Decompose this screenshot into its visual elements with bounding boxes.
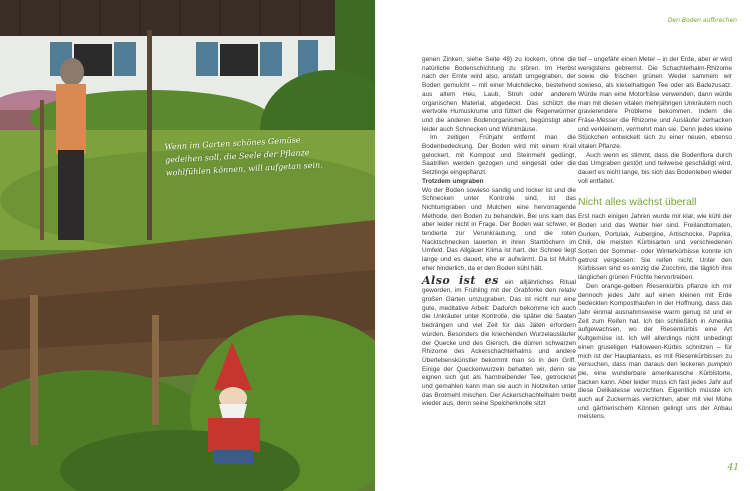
paragraph: Im zeitigen Frühjahr entfernt man die Bodenbedeckung. Der Boden wird mit einem Krail gelockert, mit Kompost und Steinmehl gedüngt, Saatrillen werden gezogen und eingesät oder die Setzlinge eingepflanzt. [422, 134, 576, 177]
paragraph [578, 283, 732, 422]
script-lead: Also ist es [422, 273, 499, 287]
text-column-2 [578, 56, 732, 422]
subheading: Trotzdem umgraben [422, 177, 484, 185]
italic-term: pumpkin pie [578, 361, 732, 377]
paragraph-with-script-lead [422, 273, 576, 410]
page-gutter [375, 0, 378, 491]
paragraph: Wo der Boden sowieso sandig und locker ist und die Schnecken unter Kontrolle sind, ist das Nichtumgraben und Mulchen eine hervorragende Methode, den Boden zu behandeln. Bei uns kam das aber leider nicht in Frage. Der Boden war schwer, er tendierte zur Verunkrautung, und die roten Nacktschnecken lauerten in ihren Startlöchern im Umfeld. Das Allgäuer Klima ist hart, der Schnee liegt lange und es dauert, ehe er aufwärmt. Da ist Mulch eher hinderlich, da er den Boden kühl hält. [422, 186, 576, 272]
photo-caption-line: gedeihen soll, die Seele der Pflanze [164, 148, 310, 165]
house-window-right [196, 42, 282, 76]
paragraph: tief – ungefähr einen Meter – in der Erde, aber er wird wenigstens gebremst. Die Schachtelhalm-Rhizome sowie die frischen grünen Wedel sammeln wir sowieso, als kieselhaltigen Tee oder als Badezusatz. Würde man eine Motorfräse verwenden, dann würde man mit diesen vitalen mehrjährigen Unkräutern noch gravierendere Probleme bekommen. Indem die Fräse-Messer die Rhizome und Ausläufer zerhacken und verkleinern, vermehrt man sie. Denn jedes kleine Stückchen entwickelt sich zu einer neuen, ebenso vitalen Pflanze. [578, 56, 732, 151]
text-column-1 [422, 56, 576, 409]
paragraph-text: ein alljährliches Ritual geworden, im Frühling mit der Grabforke den relativ großen Garten umzugraben. Das ist nicht nur eine gute, meditative Arbeit: Dadurch bekomme ich auch die Unkräuter unter Kontrolle, die später die Saaten bedrängen und viel Zeit für das Jäten erfordern würden. Besonders die kriechenden Wurzelausläufer der Quecke und des Giersch, die dürren schwarzen Rhizome des Ackerschachtelhalms und andere Überlebenskünstler bekommt man so in den Griff. Einige der Queckenwurzeln behalten wir, denn sie eignen sich gut als harntreibender Tee, getrocknet und gemahlen kann man sie auch in Notzeiten unter das Brotmehl mischen. Der Ackerschachtelhalm treibt wieder aus, denn seine Speicherknolle sitzt [422, 278, 576, 408]
page-number: 41 [727, 463, 739, 473]
paragraph-text: , eine wunderbare amerikanische Kürbistorte, backen kann. Aber leider muss ich fast jedes Jahr auf diese Delikatesse verzichten. Eigentlich müsste ich auch auf Zuckermais verzichten, aber mit viel Mühe und gärtnerischem Können gelingt uns der Anbau meistens. [578, 369, 732, 421]
paragraph: Auch wenn es stimmt, dass die Bodenflora durch das Umgraben gestört und teilweise geschädigt wird, dauert es nicht lange, bis sich das Bodenleben wieder voll entfaltet. [578, 151, 732, 185]
section-title: Nicht alles wächst überall [578, 195, 697, 208]
paragraph-text: Den orange-gelben Riesenkürbis pflanze ich mir dennoch jedes Jahr auf einen kleinen mit Erde bedeckten Komposthaufen in der Hoffnung, dass das Jahr einmal ausnahmsweise warm genug ist und er Zeit zum Reifen hat. Ich bin schließlich in Amerika aufgewachsen, wo der Riesenkürbis eine Art Kultgemüse ist. Ich will allerdings nicht unbedingt einen gruseligen Halloween-Kürbis schnitzen – für mich ist der Hauptanlass, es mit Riesenkürbissen zu versuchen, dass man daraus den leckeren [578, 282, 732, 369]
running-head: Den Boden aufbrechen [667, 17, 737, 24]
photo-caption-line: wohlfühlen können, will aufgetan sein. [165, 160, 323, 178]
house-wood-facade [0, 0, 335, 36]
paragraph: Erst nach einigen Jahren wurde mir klar, wie kühl der Boden und das Wetter hier sind. Freilandtomaten, Gurken, Portulak, Aubergine, Artischocke, Paprika, Chili, die meisten Kürbisarten und verschiedenen Sorten der Sommer- oder Winterkürbisse konnte ich getrost vergessen: Sie reifen nicht. Unter den Kürbissen sind es einzig die Zucchini, die täglich ihre länglichen grünen Früchte hervortreiben. [578, 213, 732, 282]
paragraph: genen Zinken; siehe Seite 48) zu lockern, ohne die natürliche Bodenschichtung zu stören. Im Herbst nach der Ernte wird also, anstatt umgegraben, der Boden gemulcht – mit einer Mulchdecke, bestehend aus altem Heu, Laub, Stroh oder anderem organischen Material, abgedeckt. Das schützt die wertvolle Humuskrume und füttert die Regenwürmer und die anderen Bodenorganismen, begünstigt aber leider auch Schnecken und Wühlmäuse. [422, 56, 576, 133]
photo-caption-line: Wenn im Garten schönes Gemüse [164, 135, 301, 152]
